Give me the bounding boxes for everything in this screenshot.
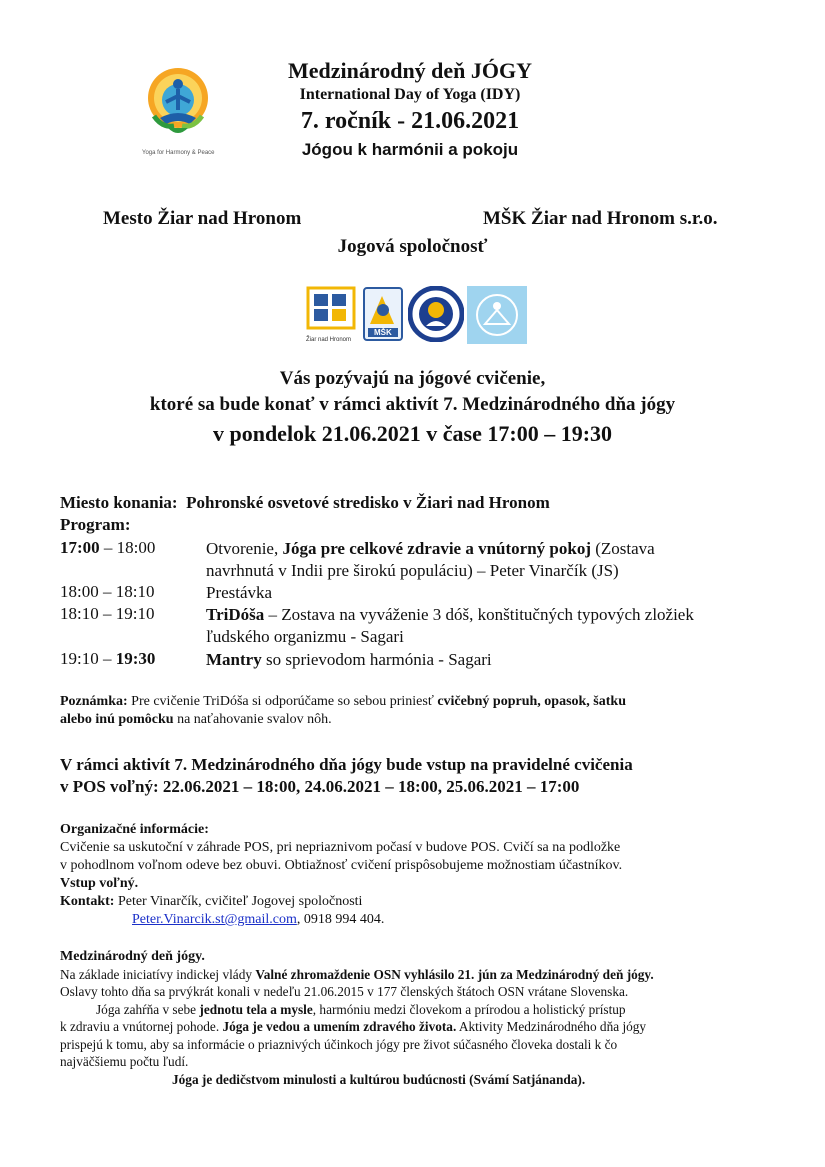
program-desc: Otvorenie, Jóga pre celkové zdravie a vnútorný pokoj (Zostava navrhnutá v Indii pre širokú populáciu) – Peter Vinarčík (JS) bbox=[206, 539, 655, 580]
program-time: 18:00 – 18:10 bbox=[60, 582, 155, 601]
organizer-city: Mesto Žiar nad Hronom bbox=[103, 208, 302, 229]
event-title: Medzinárodný deň JÓGY bbox=[287, 58, 533, 83]
organizer-msk: MŠK Žiar nad Hronom s.r.o. bbox=[483, 208, 718, 229]
event-subtitle: International Day of Yoga (IDY) bbox=[299, 86, 521, 103]
invitation-date-time: v pondelok 21.06.2021 v čase 17:00 – 19:30 bbox=[212, 421, 613, 446]
organizer-yoga-society: Jogová spoločnosť bbox=[337, 236, 488, 257]
event-motto: Jógou k harmónii a pokoju bbox=[301, 140, 519, 159]
entry-free: Vstup voľný. bbox=[60, 876, 139, 891]
org-info-title: Organizačné informácie: bbox=[60, 822, 209, 837]
about-idy: Medzinárodný deň jógy. Na základe iniciatívy indickej vlády Valné zhromaždenie OSN vyhlásilo 21. jún za Medzinárodný deň jógy. Oslavy tohto dňa sa prvýkrát konali v nedeľu 21.06.2015 v 177 členských štátoch OSN vrátane Slovenska. Jóga zahŕňa v sebe jednotu tela a mysle, harmóniu medzi človekom a prírodou a holistický prístup k zdraviu a vnútornej pohode. Jóga je vedou a umením zdravého života. Aktivity Medzinárodného dňa jógy prispejú k tomu, aby sa informácie o priaznivých účinkoch jógy pre život súčasného človeka dostali k čo najväčšiemu počtu ľudí. Jóga je dedičstvom minulosti a kultúrou budúcnosti (Svámí Satjánanda). bbox=[60, 948, 770, 1088]
ziar-caption: Žiar nad Hronom bbox=[306, 337, 352, 343]
contact-line: Kontakt: Peter Vinarčík, cvičiteľ Jogovej spoločnosti bbox=[60, 894, 363, 909]
program-desc: TriDóša – Zostava na vyváženie 3 dóš, konštitučných typových zložiek ľudského organizmu - Sagari bbox=[206, 605, 694, 646]
note: Poznámka: Pre cvičenie TriDóša si odporúčame so sebou priniesť cvičebný popruh, opasok, šatku alebo inú pomôcku na naťahovanie svalov nôh. bbox=[60, 694, 626, 727]
program-time: 17:00 – 18:00 bbox=[60, 538, 156, 557]
invitation-line-2: ktoré sa bude konať v rámci aktivít 7. Medzinárodného dňa jógy bbox=[149, 394, 676, 415]
contact-email-link[interactable]: Peter.Vinarcik.st@gmail.com bbox=[132, 912, 297, 927]
venue-label: Miesto konania: bbox=[60, 493, 178, 512]
program-desc: Prestávka bbox=[206, 583, 273, 602]
program-label: Program: bbox=[60, 515, 131, 534]
logo-caption: Yoga for Harmony & Peace bbox=[142, 150, 215, 156]
msk-logo bbox=[362, 286, 404, 342]
venue-value: Pohronské osvetové stredisko v Žiari nad Hronom bbox=[186, 493, 550, 512]
program-desc: Mantry so sprievodom harmónia - Sagari bbox=[206, 650, 492, 669]
free-entry: V rámci aktivít 7. Medzinárodného dňa jógy bude vstup na pravidelné cvičenia v POS voľný: 22.06.2021 – 18:00, 24.06.2021 – 18:00, 25.06.2021 – 17:00 bbox=[60, 755, 633, 796]
invitation-line-1: Vás pozývajú na jógové cvičenie, bbox=[279, 368, 546, 389]
event-edition: 7. ročník - 21.06.2021 bbox=[300, 108, 520, 134]
about-title: Medzinárodný deň jógy. bbox=[60, 949, 205, 964]
ziar-logo bbox=[306, 286, 356, 342]
quote: Jóga je dedičstvom minulosti a kultúrou budúcnosti (Svámí Satjánanda). bbox=[172, 1071, 586, 1087]
club-logo bbox=[408, 286, 464, 342]
msk-caption: MŠK bbox=[374, 328, 392, 337]
yoga-society-logo bbox=[467, 286, 527, 342]
org-info: Organizačné informácie: Cvičenie sa uskutoční v záhrade POS, pri nepriaznivom počasí v budove POS. Cvičí sa na podložke v pohodlnom voľnom odeve bez obuvi. Obtiažnosť cvičení prispôsobujeme možnostiam účastníkov. Vstup voľný. Kontakt: Peter Vinarčík, cvičiteľ Jogovej spoločnosti Peter.Vinarcik.st@gmail.com, 0918 994 404. bbox=[60, 821, 780, 929]
program-time: 19:10 – 19:30 bbox=[60, 649, 156, 668]
program-time: 18:10 – 19:10 bbox=[60, 604, 155, 623]
venue-line bbox=[60, 492, 550, 514]
